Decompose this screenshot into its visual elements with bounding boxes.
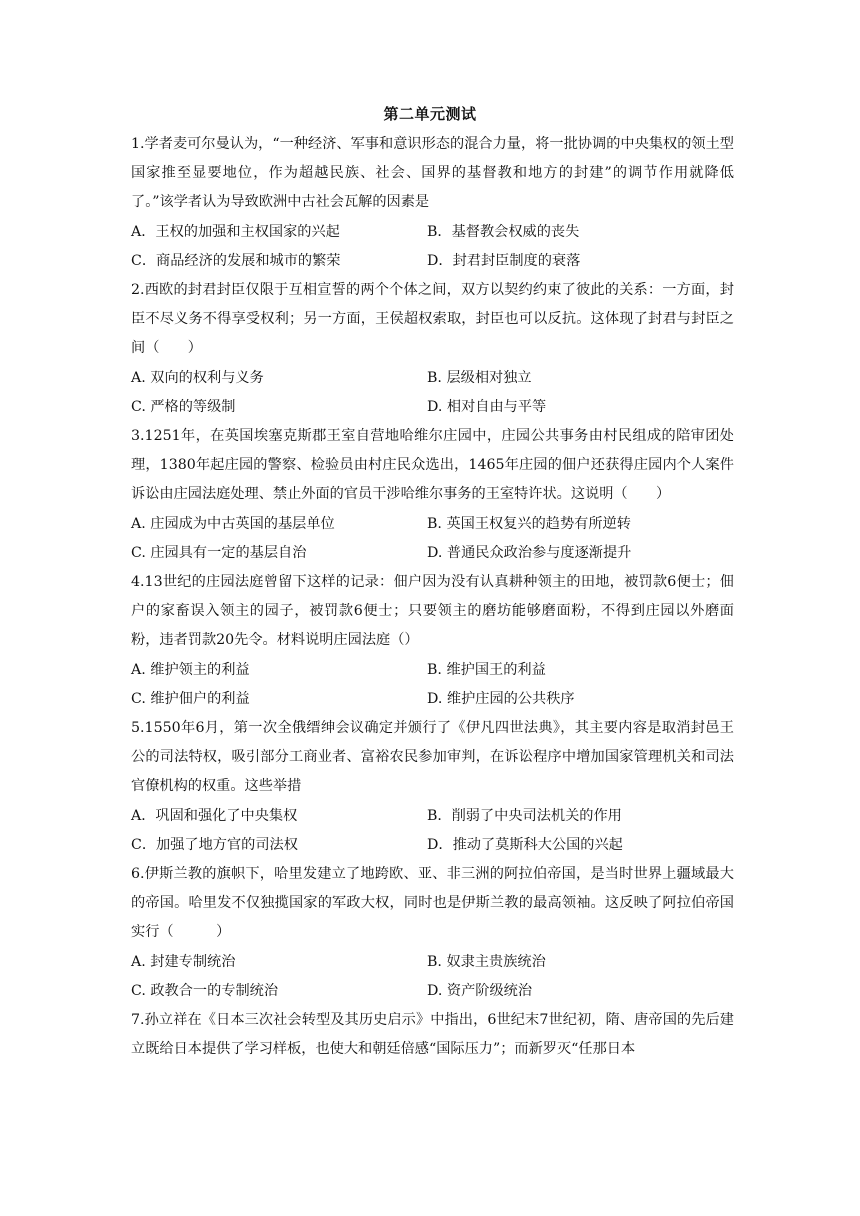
question-list: [131, 130, 734, 1065]
question-4: [131, 568, 734, 714]
option-c: C. 严格的等级制: [131, 398, 236, 415]
option-d: D. 相对自由与平等: [427, 398, 547, 415]
option-grid: [131, 218, 734, 276]
option-b: B. 奴隶主贵族统治: [427, 953, 546, 970]
option-grid: [131, 948, 734, 1006]
page-title: 第二单元测试: [383, 105, 477, 123]
question-stem: 4.13世纪的庄园法庭曾留下这样的记录：佃户因为没有认真耕种领主的田地，被罚款6便士；佃户的家畜误入领主的园子，被罚款6便士；只要领主的磨坊能够磨面粉，不得到庄园以外磨面粉，违者罚款20先令。材料说明庄园法庭（）: [131, 574, 734, 649]
option-b: B．基督教会权威的丧失: [427, 223, 580, 240]
option-a: A. 封建专制统治: [131, 953, 236, 970]
option-grid: [131, 510, 734, 568]
question-stem: 7.孙立祥在《日本三次社会转型及其历史启示》中指出，6世纪末7世纪初，隋、唐帝国的先后建立既给日本提供了学习样板，也使大和朝廷倍感“国际压力”；而新罗灭“任那日本: [131, 1012, 734, 1058]
option-d: D．封君封臣制度的衰落: [427, 252, 581, 269]
option-a: A. 维护领主的利益: [131, 661, 250, 678]
question-7: [131, 1006, 734, 1064]
question-stem: 3.1251年，在英国埃塞克斯郡王室自营地哈维尔庄园中，庄园公共事务由村民组成的陪审团处理，1380年起庄园的警察、检验员由村庄民众选出，1465年庄园的佃户还获得庄园内个人案件诉讼由庄园法庭处理、禁止外面的官员干涉哈维尔事务的王室特许状。这说明（ ）: [131, 428, 734, 503]
option-c: C. 庄园具有一定的基层自治: [131, 544, 307, 561]
question-3: [131, 422, 734, 568]
question-stem: 6.伊斯兰教的旗帜下，哈里发建立了地跨欧、亚、非三洲的阿拉伯帝国，是当时世界上疆域最大的帝国。哈里发不仅独揽国家的军政大权，同时也是伊斯兰教的最高领袖。这反映了阿拉伯帝国实行（ ）: [131, 866, 734, 941]
option-c: C．加强了地方官的司法权: [131, 836, 298, 853]
question-5: [131, 714, 734, 860]
option-b: B. 英国王权复兴的趋势有所逆转: [427, 515, 631, 532]
option-c: C. 维护佃户的利益: [131, 690, 250, 707]
option-a: A. 双向的权利与义务: [131, 369, 264, 386]
option-b: B. 维护国王的利益: [427, 661, 546, 678]
option-grid: [131, 802, 734, 860]
option-grid: [131, 364, 734, 422]
option-grid: [131, 656, 734, 714]
option-a: A. 庄园成为中古英国的基层单位: [131, 515, 335, 532]
option-b: B. 层级相对独立: [427, 369, 532, 386]
option-d: D. 资产阶级统治: [427, 982, 533, 999]
question-stem: 5.1550年6月，第一次全俄缙绅会议确定并颁行了《伊凡四世法典》，其主要内容是取消封邑王公的司法特权，吸引部分工商业者、富裕农民参加审判，在诉讼程序中增加国家管理机关和司法官僚机构的权重。这些举措: [131, 720, 734, 795]
option-a: A．巩固和强化了中央集权: [131, 807, 298, 824]
option-c: C. 政教合一的专制统治: [131, 982, 279, 999]
option-d: D. 普通民众政治参与度逐渐提升: [427, 544, 632, 561]
question-2: [131, 276, 734, 422]
question-1: [131, 130, 734, 276]
question-6: [131, 860, 734, 1006]
option-b: B．削弱了中央司法机关的作用: [427, 807, 622, 824]
option-d: D. 维护庄园的公共秩序: [427, 690, 575, 707]
option-a: A．王权的加强和主权国家的兴起: [131, 223, 340, 240]
question-stem: 1.学者麦可尔曼认为，“一种经济、军事和意识形态的混合力量，将一批协调的中央集权的领土型国家推至显要地位，作为超越民族、社会、国界的基督教和地方的封建”的调节作用就降低了。”该学者认为导致欧洲中古社会瓦解的因素是: [131, 136, 734, 211]
option-c: C．商品经济的发展和城市的繁荣: [131, 252, 341, 269]
question-stem: 2.西欧的封君封臣仅限于互相宣誓的两个个体之间，双方以契约约束了彼此的关系：一方面，封臣不尽义务不得享受权利；另一方面，王侯超权索取，封臣也可以反抗。这体现了封君与封臣之间（ ）: [131, 282, 734, 357]
option-d: D．推动了莫斯科大公国的兴起: [427, 836, 623, 853]
